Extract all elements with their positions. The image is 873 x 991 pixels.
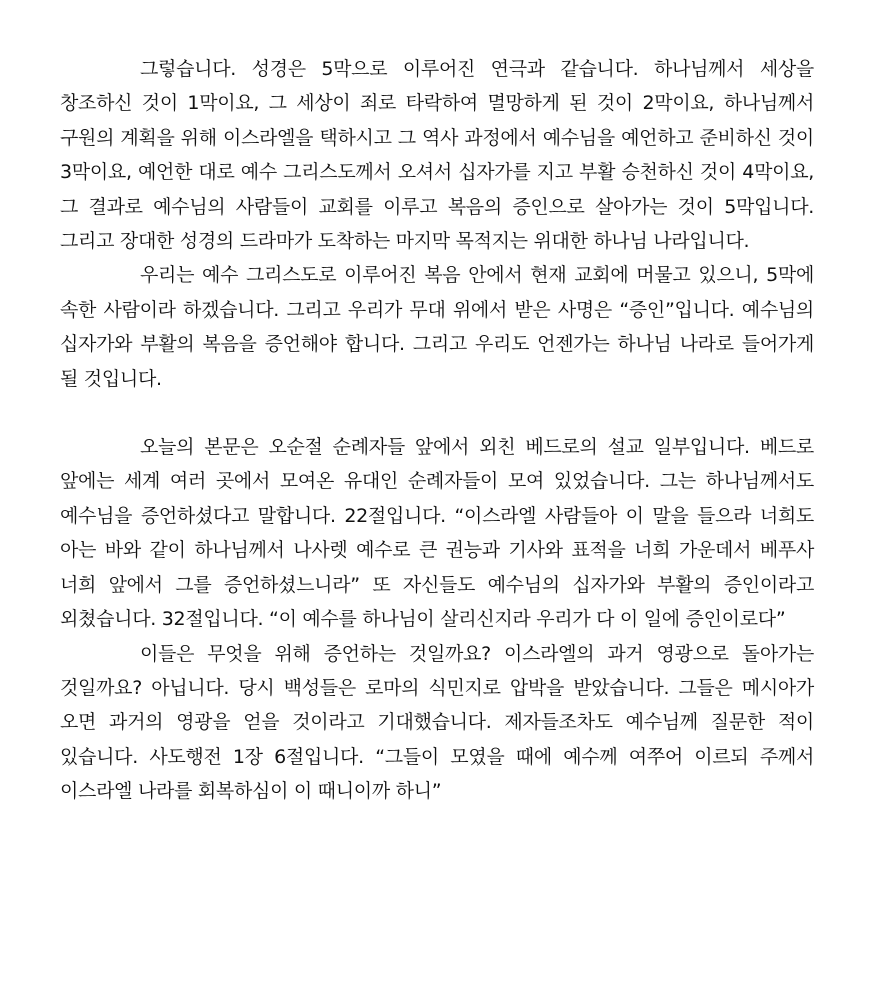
paragraph: 오늘의 본문은 오순절 순례자들 앞에서 외친 베드로의 설교 일부입니다. 베드로 앞에는 세계 여러 곳에서 모여온 유대인 순례자들이 모여 있었습니다. 그는 하나님께서도 예수님을 증언하셨다고 말합니다. 22절입니다. “이스라엘 사람들아 이 말을 들으라 너희도 아는 바와 같이 하나님께서 나사렛 예수로 큰 권능과 기사와 표적을 너희 가운데서 베푸사 너희 앞에서 그를 증언하셨느니라” 또 자신들도 예수님의 십자가와 부활의 증인이라고 외쳤습니다. 32절입니다. “이 예수를 하나님이 살리신지라 우리가 다 이 일에 증인이로다”: [60, 436, 814, 631]
paragraph: 이들은 무엇을 위해 증언하는 것일까요? 이스라엘의 과거 영광으로 돌아가는 것일까요? 아닙니다. 당시 백성들은 로마의 식민지로 압박을 받았습니다. 그들은 메시아가 오면 과거의 영광을 얻을 것이라고 기대했습니다. 제자들조차도 예수님께 질문한 적이 있습니다. 사도행전 1장 6절입니다. “그들이 모였을 때에 예수께 여쭈어 이르되 주께서 이스라엘 나라를 회복하심이 이 때니이까 하니”: [60, 642, 814, 803]
paragraph: 그렇습니다. 성경은 5막으로 이루어진 연극과 같습니다. 하나님께서 세상을 창조하신 것이 1막이요, 그 세상이 죄로 타락하여 멸망하게 된 것이 2막이요, 하나님께서 구원의 계획을 위해 이스라엘을 택하시고 그 역사 과정에서 예수님을 예언하고 준비하신 것이 3막이요, 예언한 대로 예수 그리스도께서 오셔서 십자가를 지고 부활 승천하신 것이 4막이요, 그 결과로 예수님의 사람들이 교회를 이루고 복음의 증인으로 살아가는 것이 5막입니다. 그리고 장대한 성경의 드라마가 도착하는 마지막 목적지는 위대한 하나님 나라입니다.: [60, 58, 814, 253]
paragraph: 우리는 예수 그리스도로 이루어진 복음 안에서 현재 교회에 머물고 있으니, 5막에 속한 사람이라 하겠습니다. 그리고 우리가 무대 위에서 받은 사명은 “증인”입니다. 예수님의 십자가와 부활의 복음을 증언해야 합니다. 그리고 우리도 언젠가는 하나님 나라로 들어가게 될 것입니다.: [60, 264, 814, 390]
section-break: [60, 396, 814, 430]
document-page: [60, 52, 814, 809]
